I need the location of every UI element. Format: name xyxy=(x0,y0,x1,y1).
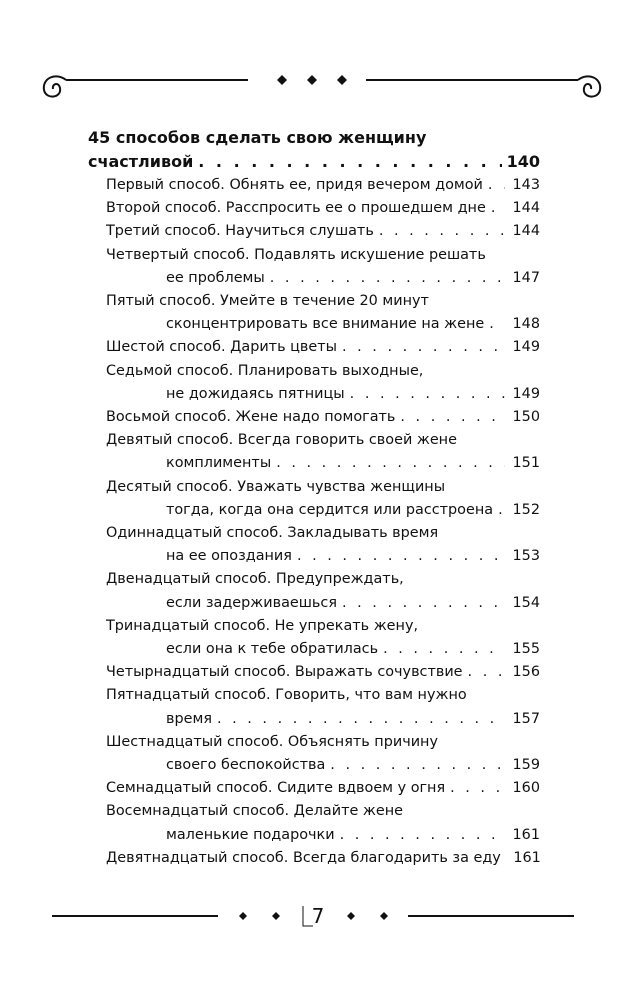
entry-page: 147 xyxy=(512,269,540,286)
entry-title-cont: если задерживаешься xyxy=(166,594,337,611)
leader-dots xyxy=(350,383,505,406)
toc-entry[interactable] xyxy=(106,429,540,475)
leader-dots xyxy=(270,267,505,290)
leader-dots xyxy=(491,197,505,220)
entry-title-cont: время xyxy=(166,710,212,727)
toc-entry[interactable] xyxy=(106,522,540,568)
toc-entry[interactable] xyxy=(106,220,540,243)
entry-page: 159 xyxy=(512,757,540,774)
entry-title-cont: тогда, когда она сердится или расстроена xyxy=(166,501,494,518)
table-of-contents xyxy=(88,126,540,870)
entry-title: Девятый способ. Всегда говорить своей жене xyxy=(106,432,457,449)
entry-title: Двенадцатый способ. Предупреждать, xyxy=(106,571,404,588)
entry-page: 156 xyxy=(512,664,540,681)
page-number: 7 xyxy=(311,904,325,928)
entry-page: 160 xyxy=(512,780,540,797)
leader-dots xyxy=(198,150,501,174)
toc-entry[interactable] xyxy=(106,360,540,406)
footer-ornament-icon xyxy=(0,892,644,942)
entry-title: Четвертый способ. Подавлять искушение решать xyxy=(106,246,486,263)
entry-title-cont: ее проблемы xyxy=(166,269,265,286)
toc-entry[interactable] xyxy=(106,197,540,220)
entry-title: Второй способ. Расспросить ее о прошедшем дне xyxy=(106,200,486,217)
entry-page: 157 xyxy=(512,710,540,727)
leader-dots xyxy=(330,754,505,777)
leader-dots xyxy=(340,824,505,847)
toc-entry[interactable] xyxy=(106,336,540,359)
entry-page: 149 xyxy=(512,385,540,402)
toc-entry[interactable] xyxy=(106,731,540,777)
entry-title: Девятнадцатый способ. Всегда благодарить за еду xyxy=(106,849,501,866)
leader-dots xyxy=(297,545,505,568)
entry-page: 154 xyxy=(512,594,540,611)
leader-dots xyxy=(498,499,505,522)
entry-page: 153 xyxy=(512,548,540,565)
entry-page: 150 xyxy=(512,409,540,426)
entry-title: Одиннадцатый способ. Закладывать время xyxy=(106,525,439,542)
entry-page: 151 xyxy=(512,455,540,472)
entry-page: 143 xyxy=(512,177,540,193)
leader-dots xyxy=(450,777,505,800)
header-ornament-icon xyxy=(0,58,644,108)
toc-entry[interactable] xyxy=(106,777,540,800)
leader-dots xyxy=(400,406,505,429)
entry-title: Первый способ. Обнять ее, придя вечером домой xyxy=(106,177,483,193)
toc-entry[interactable] xyxy=(106,684,540,730)
toc-entry[interactable] xyxy=(106,568,540,614)
entry-title: Тринадцатый способ. Не упрекать жену, xyxy=(106,617,419,634)
leader-dots xyxy=(489,313,505,336)
toc-entry[interactable] xyxy=(106,244,540,290)
leader-dots xyxy=(383,638,505,661)
leader-dots xyxy=(342,336,505,359)
toc-entry[interactable] xyxy=(106,800,540,846)
entry-page: 149 xyxy=(512,339,540,356)
entry-title: Восемнадцатый способ. Делайте жене xyxy=(106,803,403,820)
entry-title: Пятнадцатый способ. Говорить, что вам нужно xyxy=(106,687,467,704)
section-page: 140 xyxy=(506,152,540,171)
entry-page: 161 xyxy=(513,849,541,866)
toc-entry[interactable] xyxy=(106,847,540,870)
toc-entry[interactable] xyxy=(106,615,540,661)
leader-dots xyxy=(276,452,505,475)
leader-dots xyxy=(217,708,505,731)
entry-title-cont: сконцентрировать все внимание на жене xyxy=(166,316,485,333)
entry-title-cont: маленькие подарочки xyxy=(166,826,335,843)
entry-page: 155 xyxy=(512,641,540,658)
entry-page: 152 xyxy=(512,501,540,518)
toc-entry[interactable] xyxy=(106,174,540,197)
section-title-cont: счастливой xyxy=(88,152,194,171)
section-title-row[interactable] xyxy=(88,150,540,174)
entry-title: Семнадцатый способ. Сидите вдвоем у огня xyxy=(106,780,446,797)
entry-title-cont: на ее опоздания xyxy=(166,548,292,565)
entry-page: 144 xyxy=(512,200,540,217)
toc-entry[interactable] xyxy=(106,290,540,336)
entry-title-cont: если она к тебе обратилась xyxy=(166,641,379,658)
entry-title: Четырнадцатый способ. Выражать сочувствие xyxy=(106,664,463,681)
entry-title: Десятый способ. Уважать чувства женщины xyxy=(106,478,446,495)
entry-title: Седьмой способ. Планировать выходные, xyxy=(106,362,424,379)
toc-entry[interactable] xyxy=(106,661,540,684)
entry-page: 148 xyxy=(512,316,540,333)
toc-entry[interactable] xyxy=(106,476,540,522)
section-title: 45 способов сделать свою женщину xyxy=(88,128,427,147)
entry-title: Шестой способ. Дарить цветы xyxy=(106,339,337,356)
entry-title: Восьмой способ. Жене надо помогать xyxy=(106,409,396,426)
entry-title-cont: комплименты xyxy=(166,455,272,472)
entry-page: 161 xyxy=(512,826,540,843)
entry-title: Третий способ. Научиться слушать xyxy=(106,223,374,240)
entry-title-cont: не дожидаясь пятницы xyxy=(166,385,345,402)
toc-entry[interactable] xyxy=(106,406,540,429)
leader-dots xyxy=(379,220,505,243)
entry-title: Шестнадцатый способ. Объяснять причину xyxy=(106,733,438,750)
entry-title: Пятый способ. Умейте в течение 20 минут xyxy=(106,293,429,310)
leader-dots xyxy=(488,174,505,197)
entry-title-cont: своего беспокойства xyxy=(166,757,326,774)
entry-page: 144 xyxy=(512,223,540,240)
leader-dots xyxy=(342,592,505,615)
leader-dots xyxy=(468,661,505,684)
